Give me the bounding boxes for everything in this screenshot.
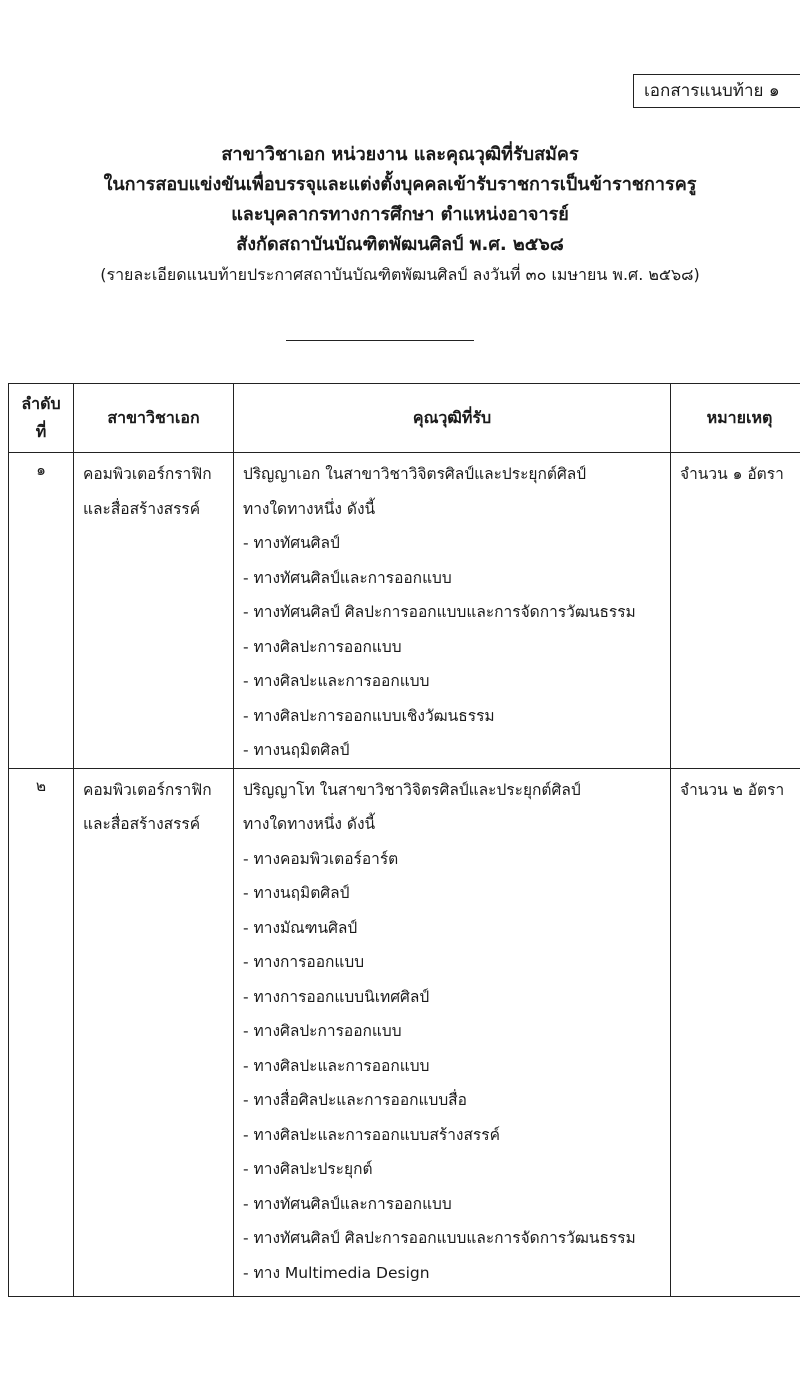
header-major: สาขาวิชาเอก xyxy=(74,384,234,453)
table-row xyxy=(9,768,800,1296)
header-no xyxy=(9,384,74,453)
table-header-row xyxy=(9,384,800,453)
qualification-item: - ทางศิลปะและการออกแบบสร้างสรรค์ xyxy=(243,1125,500,1144)
qualification-item: - ทางมัณฑนศิลป์ xyxy=(243,918,358,937)
qualification-item: - ทาง Multimedia Design xyxy=(243,1263,430,1282)
heading-divider xyxy=(286,340,474,341)
row-qualification xyxy=(234,768,671,1296)
major-line: และสื่อสร้างสรรค์ xyxy=(83,499,201,518)
row-major xyxy=(74,768,234,1296)
qualification-item: - ทางศิลปะประยุกต์ xyxy=(243,1160,373,1178)
qualification-item: - ทางทัศนศิลป์ xyxy=(243,534,340,552)
header-qualification: คุณวุฒิที่รับ xyxy=(234,384,671,453)
row-note xyxy=(671,453,800,769)
qualification-table xyxy=(8,383,800,1297)
document-heading xyxy=(0,140,800,289)
qualification-item: - ทางการออกแบบนิเทศศิลป์ xyxy=(243,987,430,1006)
major-line: คอมพิวเตอร์กราฟิก xyxy=(83,780,212,799)
qualification-intro: ทางใดทางหนึ่ง ดังนี้ xyxy=(243,815,376,833)
row-qualification xyxy=(234,453,671,769)
row-major xyxy=(74,453,234,769)
qualification-item: - ทางนฤมิตศิลป์ xyxy=(243,741,350,759)
qualification-item: - ทางทัศนศิลป์ ศิลปะการออกแบบและการจัดการวัฒนธรรม xyxy=(243,1229,636,1247)
header-note: หมายเหตุ xyxy=(671,384,800,453)
note-text: จำนวน ๒ อัตรา xyxy=(680,780,785,799)
qualification-item: - ทางสื่อศิลปะและการออกแบบสื่อ xyxy=(243,1091,467,1109)
row-no: ๑ xyxy=(9,453,74,769)
qualification-item: - ทางศิลปะและการออกแบบ xyxy=(243,672,430,690)
qualification-item: - ทางทัศนศิลป์และการออกแบบ xyxy=(243,1194,452,1213)
qualification-degree: ปริญญาเอก ในสาขาวิชาวิจิตรศิลป์และประยุกต์ศิลป์ xyxy=(243,465,587,483)
heading-subtitle: (รายละเอียดแนบท้ายประกาศสถาบันบัณฑิตพัฒนศิลป์ ลงวันที่ ๓๐ เมษายน พ.ศ. ๒๕๖๘) xyxy=(100,265,700,284)
qualification-degree: ปริญญาโท ในสาขาวิชาวิจิตรศิลป์และประยุกต์ศิลป์ xyxy=(243,780,581,799)
row-no: ๒ xyxy=(9,768,74,1296)
qualification-intro: ทางใดทางหนึ่ง ดังนี้ xyxy=(243,499,376,518)
qualification-item: - ทางการออกแบบ xyxy=(243,953,365,971)
qualification-item: - ทางทัศนศิลป์และการออกแบบ xyxy=(243,568,452,587)
major-line: และสื่อสร้างสรรค์ xyxy=(83,815,201,833)
qualification-item: - ทางทัศนศิลป์ ศิลปะการออกแบบและการจัดการวัฒนธรรม xyxy=(243,603,636,621)
qualification-item: - ทางนฤมิตศิลป์ xyxy=(243,884,350,902)
note-text: จำนวน ๑ อัตรา xyxy=(680,465,784,483)
qualification-item: - ทางศิลปะการออกแบบเชิงวัฒนธรรม xyxy=(243,706,495,725)
major-line: คอมพิวเตอร์กราฟิก xyxy=(83,465,212,483)
qualification-item: - ทางคอมพิวเตอร์อาร์ต xyxy=(243,849,399,868)
heading-line-3: และบุคลากรทางการศึกษา ตำแหน่งอาจารย์ xyxy=(231,204,569,225)
qualification-item: - ทางศิลปะการออกแบบ xyxy=(243,637,402,656)
attachment-label: เอกสารแนบท้าย ๑ xyxy=(633,74,800,108)
heading-line-2: ในการสอบแข่งขันเพื่อบรรจุและแต่งตั้งบุคคลเข้ารับราชการเป็นข้าราชการครู xyxy=(103,174,697,195)
header-no-line-2: ที่ xyxy=(35,422,47,441)
qualification-item: - ทางศิลปะและการออกแบบ xyxy=(243,1056,430,1075)
heading-line-1: สาขาวิชาเอก หน่วยงาน และคุณวุฒิที่รับสมัคร xyxy=(221,144,579,165)
row-note xyxy=(671,768,800,1296)
heading-line-4: สังกัดสถาบันบัณฑิตพัฒนศิลป์ พ.ศ. ๒๕๖๘ xyxy=(236,234,564,255)
qualification-item: - ทางศิลปะการออกแบบ xyxy=(243,1022,402,1040)
table-row xyxy=(9,453,800,769)
header-no-line-1: ลำดับ xyxy=(21,394,61,413)
